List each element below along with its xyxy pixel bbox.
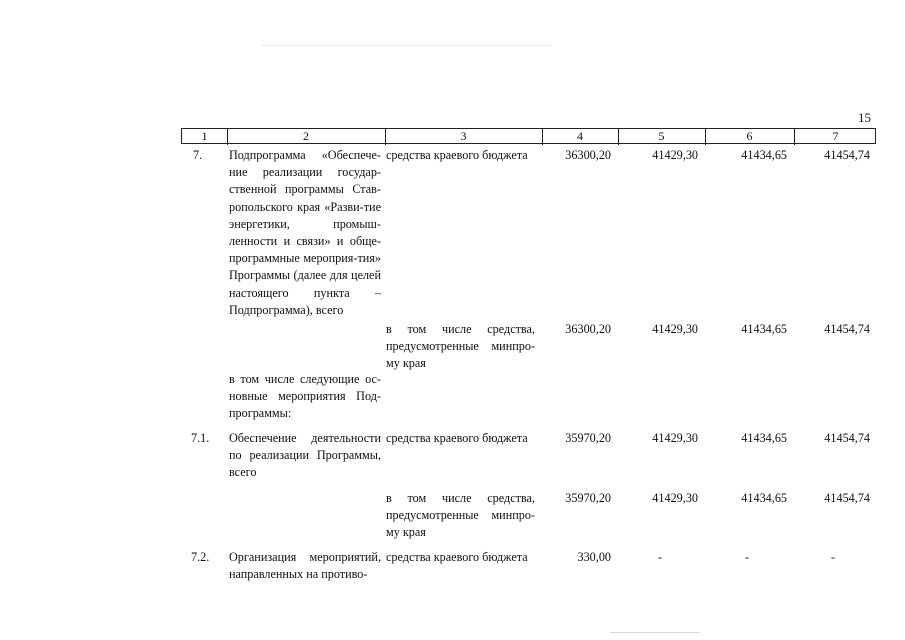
header-col-5: 5	[658, 129, 665, 143]
row-name: Организация мероприятий, направленных на противо-	[229, 550, 381, 582]
row-name: в том числе следующие ос-новные мероприятия Под-программы:	[229, 372, 381, 421]
header-col-2: 2	[303, 129, 309, 143]
table-header-row	[181, 128, 876, 144]
row-number: 7.	[193, 148, 203, 162]
cell-col-7: 41454,74	[824, 431, 870, 445]
row-number: 7.1.	[191, 431, 210, 445]
row-source: в том числе средства, предусмотренные минпро-му края	[386, 491, 535, 540]
cell-col-7: 41454,74	[824, 148, 870, 162]
cell-col-6: 41434,65	[741, 322, 787, 336]
cell-col-6: -	[744, 550, 749, 564]
header-col-3: 3	[460, 129, 467, 143]
scan-artifact-top	[262, 45, 552, 46]
row-source: средства краевого бюджета	[386, 550, 528, 564]
row-name: Обеспечение деятельности по реализации Программы, всего	[229, 431, 381, 480]
cell-col-4: 35970,20	[565, 491, 611, 505]
cell-col-4: 36300,20	[565, 148, 611, 162]
row-source: средства краевого бюджета	[386, 431, 528, 445]
cell-col-5: 41429,30	[652, 431, 698, 445]
cell-col-4: 35970,20	[565, 431, 611, 445]
header-col-4: 4	[577, 129, 583, 143]
row-source: в том числе средства, предусмотренные минпро-му края	[386, 322, 535, 371]
cell-col-5: 41429,30	[652, 491, 698, 505]
cell-col-5: 41429,30	[652, 148, 698, 162]
page-number: 15	[858, 110, 871, 125]
cell-col-7: 41454,74	[824, 491, 870, 505]
row-source: средства краевого бюджета	[386, 148, 528, 162]
header-col-6: 6	[746, 129, 753, 143]
header-col-7: 7	[832, 129, 839, 143]
row-name: Подпрограмма «Обеспече-ние реализации государ-ственной программы Став-ропольского края «Разви-тие энергетики, промыш-ленности и связи» и обще-программные мероприя-тия» Программы (далее для целей настоящего пункта – Подпрограмма), всего	[229, 148, 381, 317]
row-number: 7.2.	[191, 550, 210, 564]
cell-col-7: 41454,74	[824, 322, 870, 336]
cell-col-4: 330,00	[577, 550, 611, 564]
cell-col-4: 36300,20	[565, 322, 611, 336]
cell-col-6: 41434,65	[741, 148, 787, 162]
cell-col-5: 41429,30	[652, 322, 698, 336]
header-col-1: 1	[201, 129, 208, 143]
cell-col-6: 41434,65	[741, 491, 787, 505]
cell-col-6: 41434,65	[741, 431, 787, 445]
cell-col-7: -	[830, 550, 835, 564]
cell-col-5: -	[657, 550, 662, 564]
scan-artifact-bottom	[610, 632, 700, 633]
